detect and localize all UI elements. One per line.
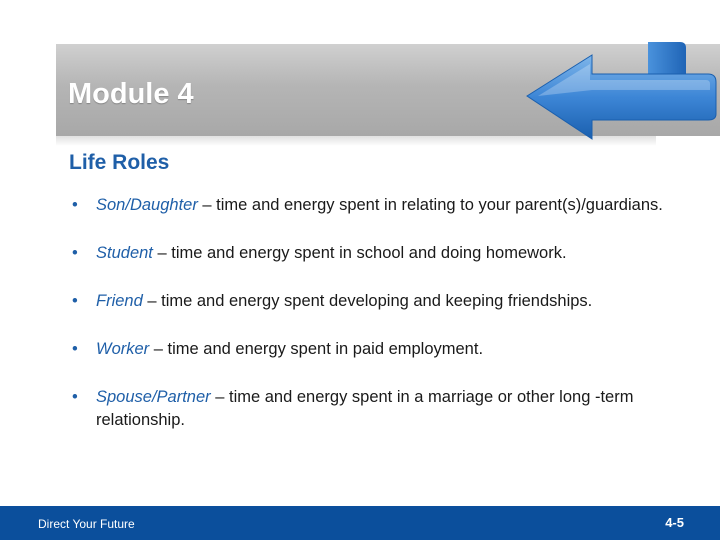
role-description: – time and energy spent in school and doing homework. xyxy=(152,244,567,262)
bullet-icon: • xyxy=(72,244,78,262)
back-arrow-icon[interactable] xyxy=(522,40,720,150)
list-item xyxy=(72,194,697,217)
module-title: Module 4 xyxy=(68,78,194,110)
list-item xyxy=(72,386,697,432)
footer-bar xyxy=(0,506,720,540)
list-item xyxy=(72,338,697,361)
list-item xyxy=(72,242,697,265)
role-description: – time and energy spent in a marriage or other long -term relationship. xyxy=(96,388,634,429)
role-term: Spouse/Partner xyxy=(96,388,211,406)
role-description: – time and energy spent in paid employment. xyxy=(149,340,484,358)
role-term: Son/Daughter xyxy=(96,196,198,214)
bullet-icon: • xyxy=(72,292,78,310)
bullet-icon: • xyxy=(72,388,78,406)
life-roles-list xyxy=(72,194,697,432)
bullet-icon: • xyxy=(72,340,78,358)
role-description: – time and energy spent in relating to your parent(s)/guardians. xyxy=(197,196,663,214)
role-term: Worker xyxy=(96,340,150,358)
page-number: 4-5 xyxy=(665,515,684,530)
bullet-icon: • xyxy=(72,196,78,214)
role-description: – time and energy spent developing and keeping friendships. xyxy=(142,292,593,310)
role-term: Friend xyxy=(96,292,143,310)
section-title: Life Roles xyxy=(69,151,170,174)
footer-title: Direct Your Future xyxy=(38,517,135,531)
list-item xyxy=(72,290,697,313)
role-term: Student xyxy=(96,244,153,262)
